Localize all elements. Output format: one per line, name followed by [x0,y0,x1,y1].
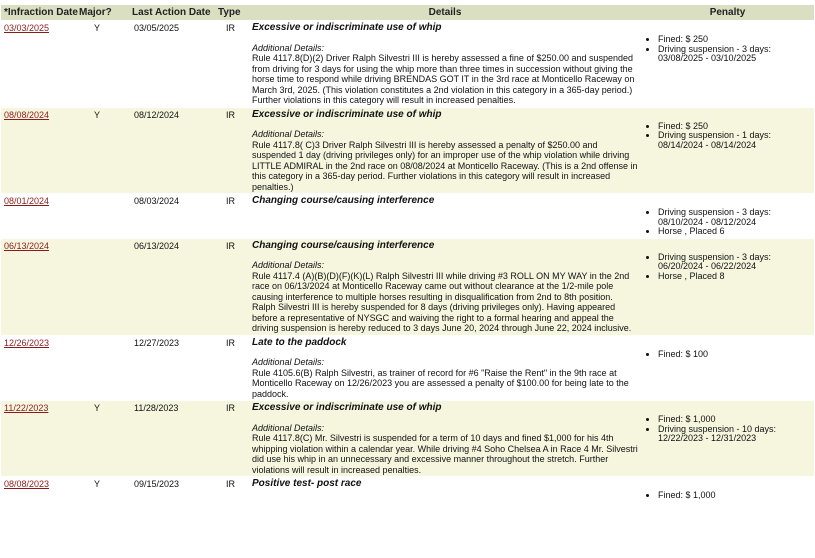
major-cell [76,194,129,239]
table-row [1,477,814,502]
details-cell [249,238,641,335]
infraction-date-link[interactable]: 03/03/2025 [4,23,50,33]
penalty-cell [641,238,814,335]
table-row [1,401,814,477]
infraction-date-cell [1,238,76,335]
header-last-action-date[interactable]: Last Action Date [129,5,215,21]
penalty-list [644,415,811,444]
type-cell: IR [215,238,249,335]
penalty-cell [641,401,814,477]
penalty-list [644,350,811,360]
infraction-title: Excessive or indiscriminate use of whip [252,402,442,413]
details-cell [249,477,641,502]
table-header-row [1,5,814,21]
major-cell: Y [76,477,129,502]
details-cell [249,107,641,194]
last-action-date-cell: 03/05/2025 [129,21,215,108]
table-row [1,194,814,239]
additional-details-text: Rule 4105.6(B) Ralph Silvestri, as trainer of record for #6 "Raise the Rent" in the 9th race at Monticello Raceway on 12/26/2023 you are assessed a penalty of $100.00 for being late to the paddock. [252,367,629,399]
infraction-title: Positive test- post race [252,478,362,489]
table-row [1,107,814,194]
header-type[interactable]: Type [215,5,249,21]
infraction-date-link[interactable]: 08/01/2024 [4,196,50,206]
penalty-item: • Fined: $ 1,000 [658,491,811,501]
header-major[interactable]: Major? [76,5,129,21]
major-cell [76,238,129,335]
additional-details-text: Rule 4117.8(C) Mr. Silvestri is suspended for a term of 10 days and fined $1,000 for his 4th whipping violation within a calendar year. While driving #4 Soho Chelsea A in Race 4 Mr. Silvestri did use his whip in an unnecessary and excessive manner throughout the stretch. Further violations will result in increased penalties. [252,433,638,475]
infraction-title: Changing course/causing interference [252,239,435,251]
details-cell [249,401,641,477]
infraction-date-cell [1,194,76,239]
penalty-item: • Fined: $ 250 [658,122,811,132]
details-cell [249,194,641,239]
type-cell: IR [215,335,249,401]
infraction-date-cell [1,107,76,194]
type-cell: IR [215,194,249,239]
header-details: Details [249,5,641,21]
infraction-date-cell [1,401,76,477]
additional-details-text: Rule 4117.4 (A)(B)(D)(F)(K)(L) Ralph Silvestri III while driving #3 ROLL ON MY WAY in the 2nd race on 06/13/2024 at Monticello Raceway came out without clearance at the 1/2-mile pole causing interference to multiple horses resulting in disqualification from 2nd to 8th position. Ralph Silvestri III is hereby suspended for 8 days (driving privileges only). Having appeared before a representative of NYSGC and waiving the right to a formal hearing and appeal the driving suspension is hereby reduced to 3 days June 20, 2024 through June 22, 2024 inclusive. [252,270,632,333]
infraction-title: Excessive or indiscriminate use of whip [252,108,442,120]
additional-details-label: Additional Details: [252,129,325,139]
penalty-item: • Fined: $ 100 [658,350,811,360]
penalty-item: • Driving suspension - 1 days: 08/14/2024 - 08/14/2024 [658,131,811,150]
infraction-date-cell [1,21,76,108]
details-cell [249,21,641,108]
type-cell: IR [215,477,249,502]
infraction-date-link[interactable]: 06/13/2024 [4,240,50,251]
additional-details-text: Rule 4117.8( C)3 Driver Ralph Silvestri III is hereby assessed a penalty of $250.00 and suspended 1 day (driving privileges only) for an improper use of the whip violation while driving LITTLE ADMIRAL in the 2nd race on 08/08/2024 at Monticello Raceway. (This is a 2nd offense in this category in a 365-day period. Further violations in this category will result in increased penalties.) [252,139,638,192]
last-action-date-cell: 06/13/2024 [129,238,215,335]
additional-details-label: Additional Details: [252,260,325,270]
infraction-date-link[interactable]: 08/08/2023 [4,479,50,489]
penalty-item: • Fined: $ 1,000 [658,415,811,425]
type-cell: IR [215,107,249,194]
header-infraction-date[interactable]: *Infraction Date [1,5,76,21]
penalty-list [644,35,811,64]
infraction-date-link[interactable]: 12/26/2023 [4,337,50,348]
last-action-date-cell: 09/15/2023 [129,477,215,502]
type-cell: IR [215,401,249,477]
penalty-item: • Horse , Placed 8 [658,272,811,282]
penalty-item: • Driving suspension - 3 days: 08/10/2024 - 08/12/2024 [658,208,811,227]
infraction-title: Excessive or indiscriminate use of whip [252,22,442,33]
penalty-item: • Horse , Placed 6 [658,227,811,237]
table-row [1,335,814,401]
additional-details-label: Additional Details: [252,357,325,367]
table-row [1,238,814,335]
penalty-cell [641,477,814,502]
infraction-date-link[interactable]: 08/08/2024 [4,109,50,120]
penalty-item: • Driving suspension - 10 days: 12/22/2023 - 12/31/2023 [658,425,811,444]
last-action-date-cell: 08/12/2024 [129,107,215,194]
infraction-date-link[interactable]: 11/22/2023 [4,403,49,413]
additional-details-text: Rule 4117.8(D)(2) Driver Ralph Silvestri III is hereby assessed a fine of $250.00 and suspended from driving for 3 days for using the whip more than three times in succession without giving the horse time to respond while driving BRENDAS GOT IT in the 3rd race at Monticello Raceway on March 3rd, 2025. (This violation constitutes a 2nd violation in this category in a 365-day period.) Further violations in this category will result in increased penalties. [252,53,635,105]
table-row [1,21,814,108]
penalty-list [644,208,811,237]
additional-details-label: Additional Details: [252,42,325,53]
additional-details-label: Additional Details: [252,422,325,433]
major-cell [76,335,129,401]
penalty-list [644,253,811,282]
penalty-cell [641,335,814,401]
infraction-date-cell [1,477,76,502]
infractions-table [1,5,814,502]
details-cell [249,335,641,401]
penalty-item: • Driving suspension - 3 days: 06/20/2024 - 06/22/2024 [658,253,811,272]
penalty-cell [641,21,814,108]
penalty-item: • Fined: $ 250 [658,35,811,45]
penalty-cell [641,194,814,239]
header-penalty: Penalty [641,5,814,21]
last-action-date-cell: 11/28/2023 [129,401,215,477]
major-cell: Y [76,21,129,108]
penalty-list [644,491,811,501]
major-cell: Y [76,401,129,477]
penalty-list [644,122,811,151]
penalty-item: • Driving suspension - 3 days: 03/08/2025 - 03/10/2025 [658,45,811,64]
type-cell: IR [215,21,249,108]
last-action-date-cell: 12/27/2023 [129,335,215,401]
infraction-title: Changing course/causing interference [252,195,435,206]
infraction-date-cell [1,335,76,401]
infraction-title: Late to the paddock [252,336,347,348]
penalty-cell [641,107,814,194]
last-action-date-cell: 08/03/2024 [129,194,215,239]
major-cell: Y [76,107,129,194]
